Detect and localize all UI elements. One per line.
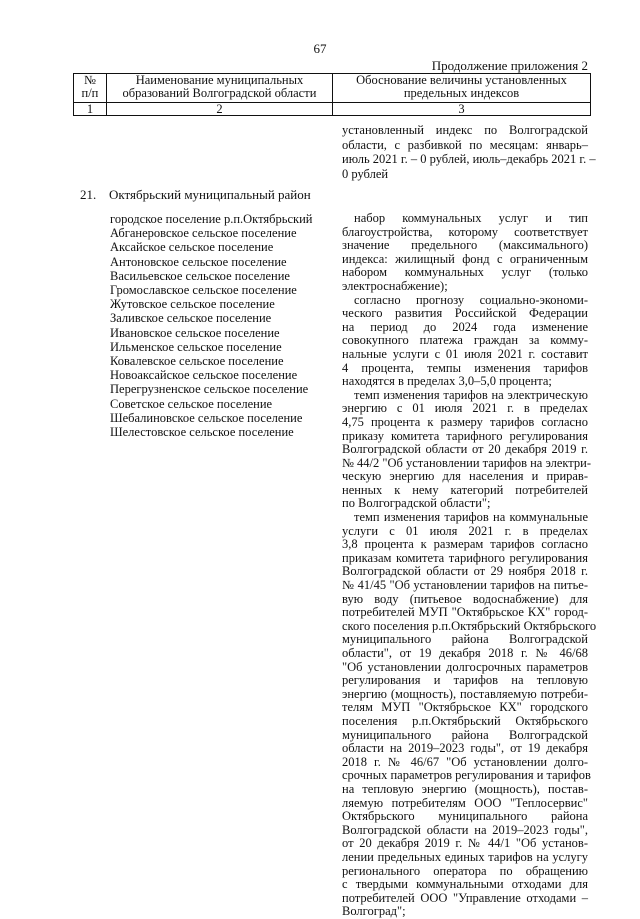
header-num-2: 2 [106,103,332,116]
settlement-item: городское поселение р.п.Октябрьский [110,212,313,226]
page-number: 67 [313,41,327,56]
settlement-item: Аксайское сельское поселение [110,240,274,255]
top-continuation-text: установленный индекс по Волгоградской области, с разбивкой по месяцам: январь– июль 2021 г. – 0 рублей, июль–декабрь 2021 г. – 0 рублей [342,123,596,181]
settlement-item: Ковалевское сельское поселение [110,354,284,369]
settlement-item: Антоновское сельское поселение [110,254,287,269]
settlement-item: Заливское сельское поселение [110,311,272,326]
header-num-1: 1 [74,103,107,116]
settlement-item: Перегрузненское сельское поселение [110,382,309,397]
settlement-item: Новоаксайское сельское поселение [110,368,298,383]
settlement-item: Васильевское сельское поселение [110,268,290,283]
header-col-name: Наименование муниципальных образований Волгоградской области [106,74,332,103]
settlement-item: Жутовское сельское поселение [110,297,275,312]
settlement-list [110,212,335,439]
header-num-3: 3 [333,103,591,116]
district-name: Октябрьский муниципальный район [109,187,311,202]
settlement-item: Шелестовское сельское поселение [110,425,294,440]
settlement-item: Громославское сельское поселение [110,283,297,298]
settlement-item: Ивановское сельское поселение [110,325,280,340]
justification-text: набор коммунальных услуг и тип благоустройства, которому соответствует значение предельного (максимального) индекса: жилищный фонд с ограниченным набором коммунальных услуг (только электроснабжение); согласно прогнозу социально-экономи- ческого развития Российской Федерации на период до 2024 года изменение совокупного платежа граждан за комму- нальные услуги с 01 июля 2021 г. составит 4 процента, темпы изменения тарифов находятся в пределах 3,0–5,0 процента; темп изменения тарифов на электрическую энергию с 01 июля 2021 г. в пределах 4,75 процента к размеру тарифов согласно приказу комитета тарифного регулирования Волгоградской области от 20 декабря 2019 г. № 44/2 "Об установлении тарифов на электри- ческую энергию для населения и прирав- ненных к нему категорий потребителей по Волгоградской области"; темп изменения тарифов на коммунальные услуги с 01 июля 2021 г. в пределах 3,8 процента к размерам тарифов согласно приказам комитета тарифного регулирования Волгоградской области от 29 ноября 2018 г. № 41/45 "Об установлении тарифов на питье- вую воду (питьевое водоснабжение) для потребителей МУП "Октябрьское КХ" город- ского поселения р.п.Октябрьский Октябрьского муниципального района Волгоградской области", от 19 декабря 2018 г. № 46/68 "Об установлении долгосрочных параметров регулирования и тарифов на тепловую энергию (мощность), поставляемую потреби- телям МУП "Октябрьское КХ" городского поселения р.п.Октябрьский Октябрьского муниципального района Волгоградской области на 2019–2023 годы", от 19 декабря 2018 г. № 46/67 "Об установлении долго- срочных параметров регулирования и тарифов на тепловую энергию (мощность), постав- ляемую потребителям ООО "Теплосервис" Октябрьского муниципального района Волгоградской области на 2019–2023 годы", от 20 декабря 2019 г. № 44/1 "Об установ- лении предельных единых тарифов на услугу регионального оператора по обращению с твердыми коммунальными отходами для потребителей ООО "Управление отходами – Волгоград"; [342,211,597,919]
row-number: 21. [80,187,97,202]
continuation-label: Продолжение приложения 2 [431,58,588,73]
header-col-justification: Обоснование величины установленных предельных индексов [333,74,591,103]
settlement-item: Ильменское сельское поселение [110,339,282,354]
settlement-item: Абганеровское сельское поселение [110,226,297,241]
settlement-item: Советское сельское поселение [110,396,273,411]
table-header [73,73,591,116]
header-col-number: № п/п [74,74,107,103]
settlement-item: Шебалиновское сельское поселение [110,410,303,425]
